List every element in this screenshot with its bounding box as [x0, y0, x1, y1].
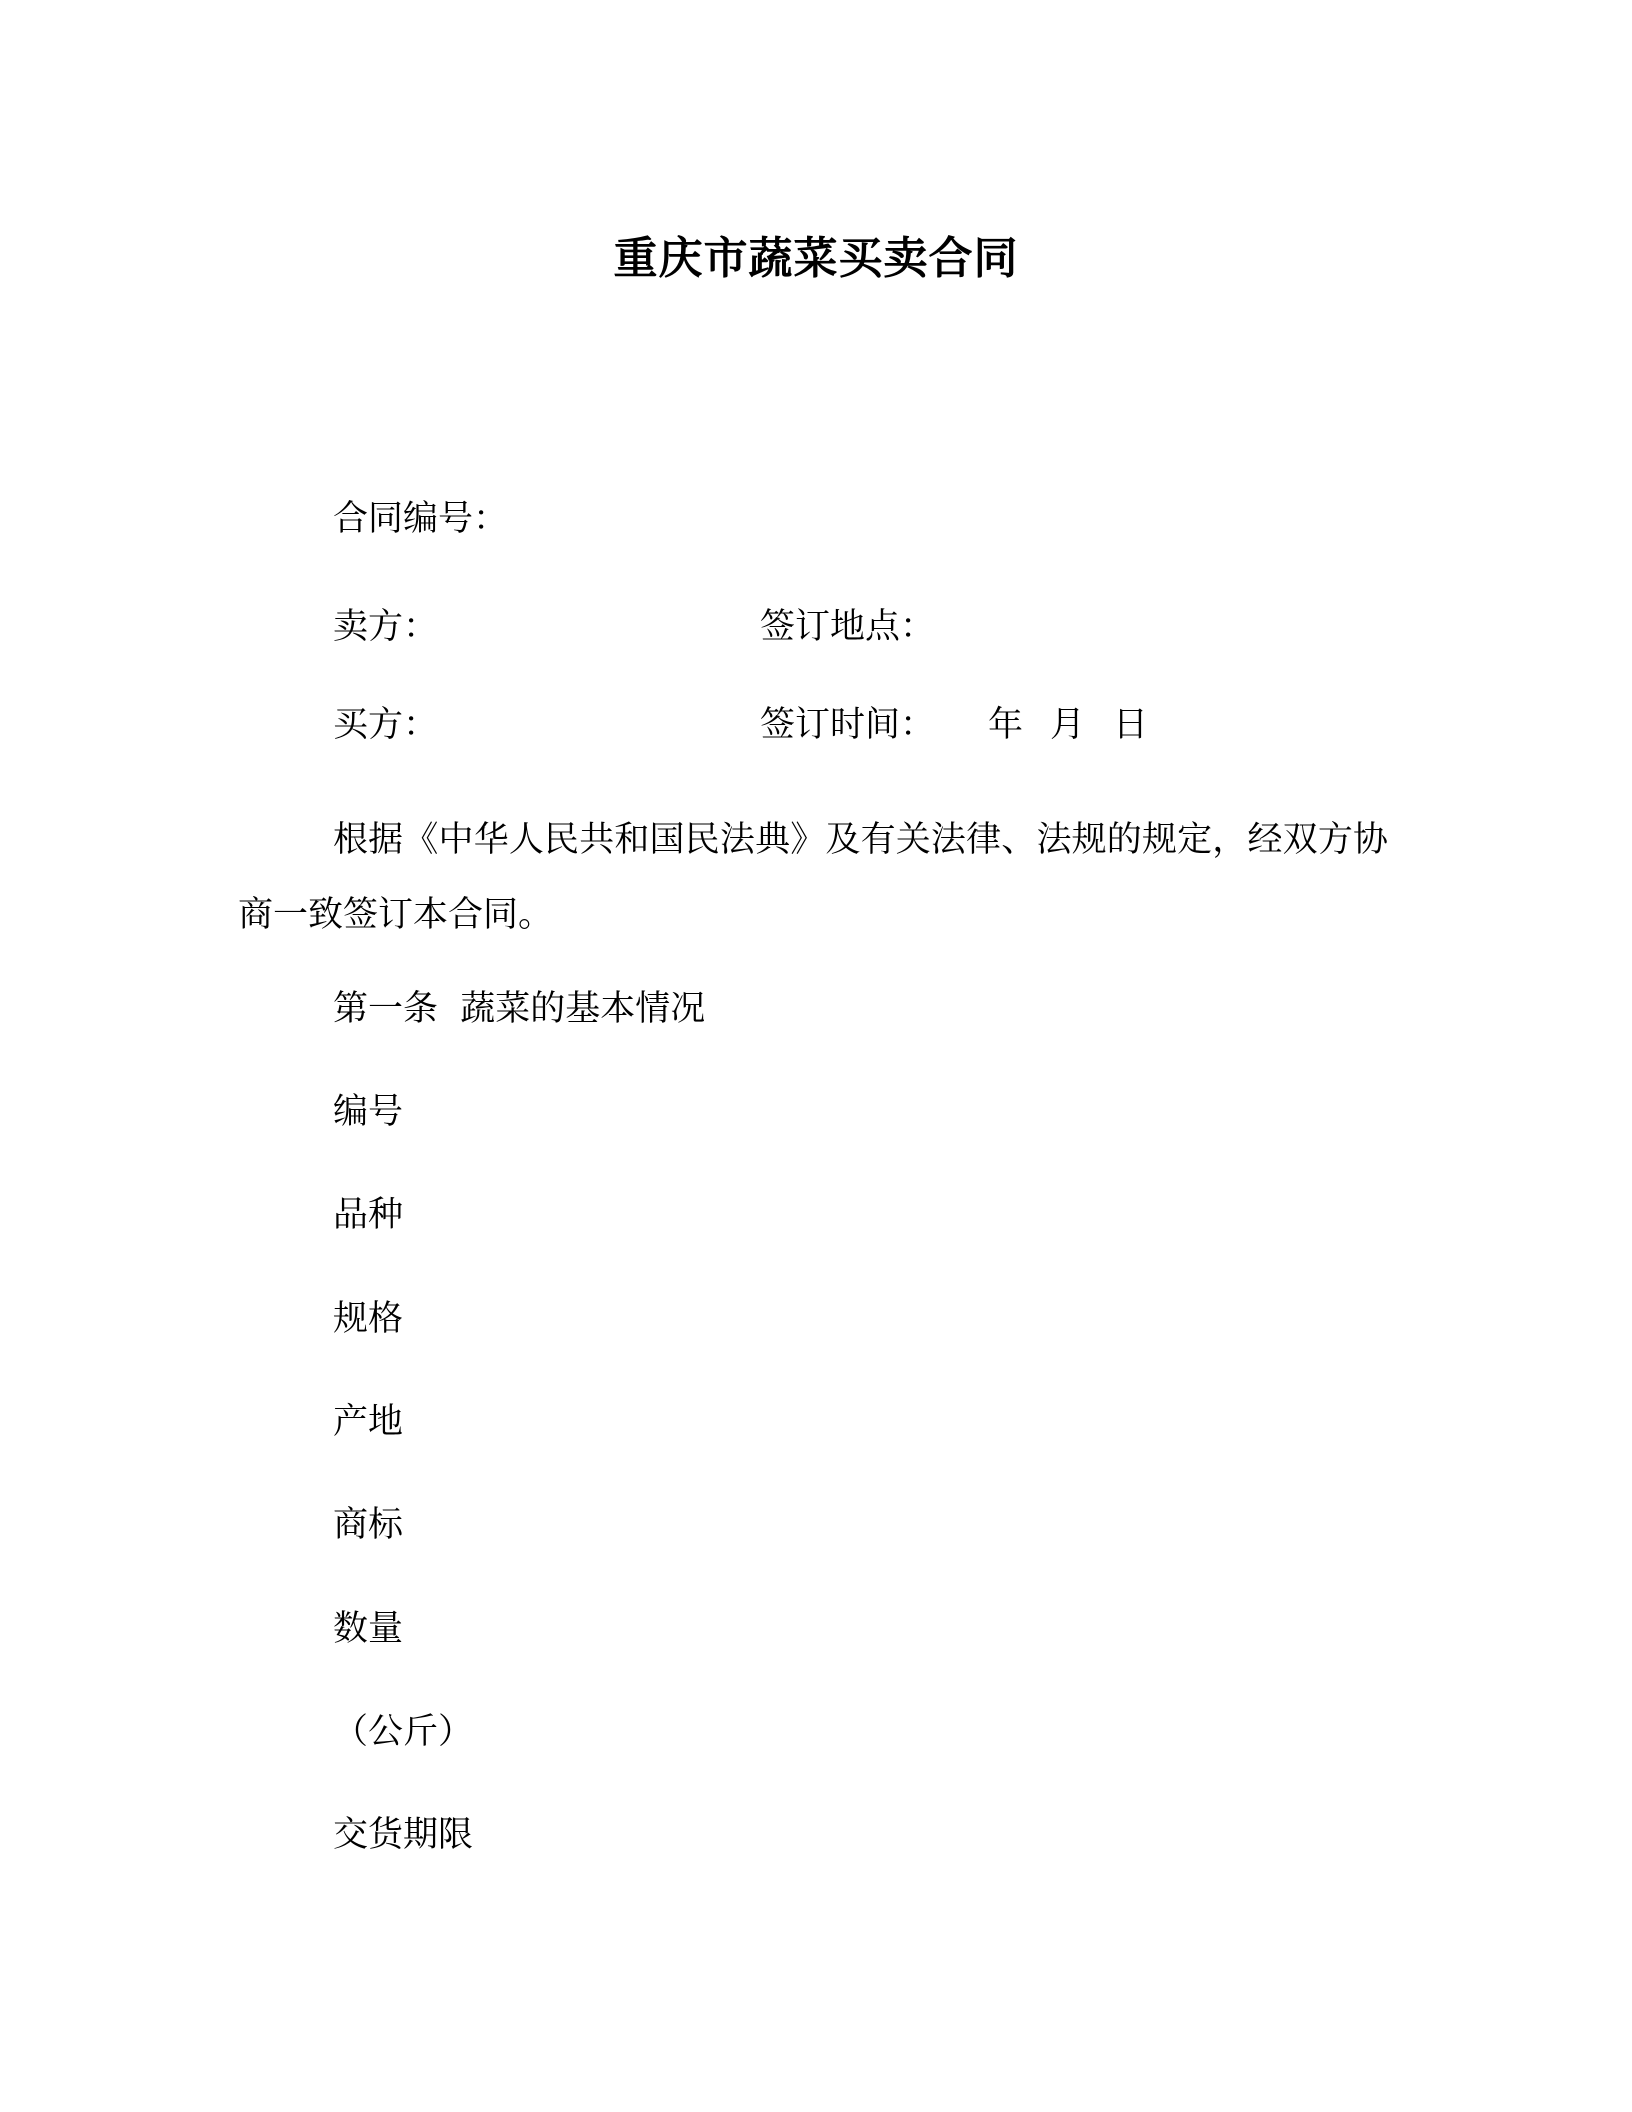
seller-label: 卖方： — [333, 607, 439, 647]
field-variety: 品种 — [333, 1195, 404, 1235]
field-trademark: 商标 — [333, 1505, 404, 1545]
date-year-label: 年 — [988, 705, 1024, 745]
buyer-label: 买方： — [333, 705, 439, 745]
field-origin: 产地 — [333, 1402, 404, 1442]
field-quantity: 数量 — [333, 1609, 404, 1649]
field-delivery-deadline: 交货期限 — [333, 1815, 474, 1855]
sign-time-label: 签订时间： — [760, 705, 936, 745]
field-quantity-unit: （公斤） — [333, 1712, 474, 1752]
field-specification: 规格 — [333, 1299, 404, 1339]
document-title: 重庆市蔬菜买卖合同 — [613, 233, 1019, 284]
contract-number-label: 合同编号： — [333, 499, 509, 539]
intro-paragraph: 根据《中华人民共和国民法典》及有关法律、法规的规定，经双方协商一致签订本合同。 — [238, 820, 1388, 935]
field-number: 编号 — [333, 1092, 404, 1132]
date-day-label: 日 — [1113, 705, 1149, 745]
sign-place-label: 签订地点： — [760, 607, 936, 647]
article-1-heading: 第一条 蔬菜的基本情况 — [333, 989, 706, 1029]
date-month-label: 月 — [1050, 705, 1086, 745]
